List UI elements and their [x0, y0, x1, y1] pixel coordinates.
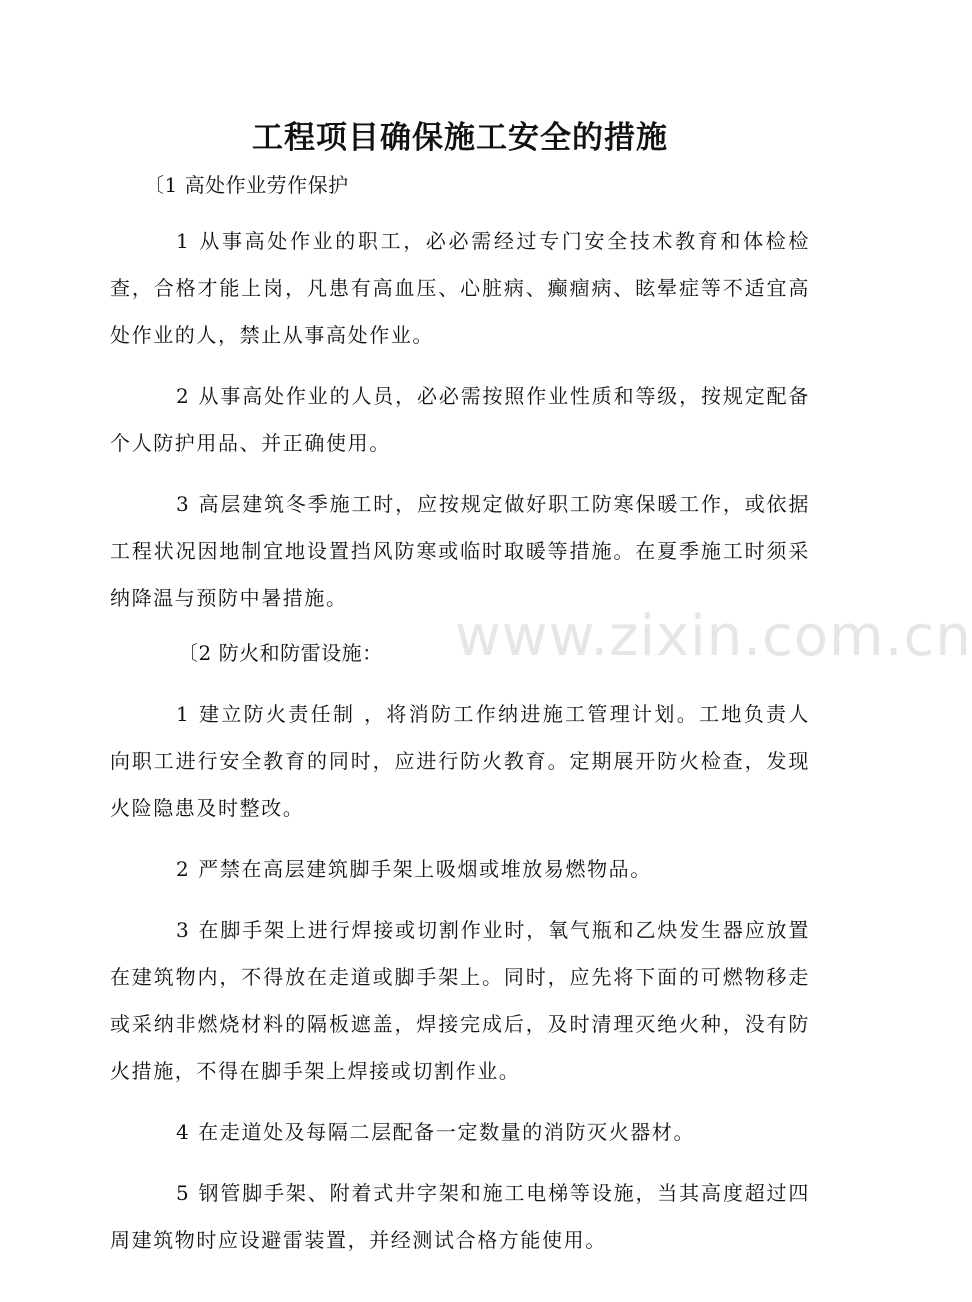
document-title: 工程项目确保施工安全的措施 — [252, 120, 668, 156]
section-2-item-4: 4 在走道处及每隔二层配备一定数量的消防灭火器材。 — [176, 1120, 696, 1144]
section-1-heading: 〔1 高处作业劳作保护 — [144, 173, 349, 197]
watermark-text: www.zixin.com.cn — [455, 604, 972, 669]
section-2-item-1: 1 建立防火责任制 ，将消防工作纳进施工管理计划。工地负责人向职工进行安全教育的同时，应进行防火教育。定期展开防火检查，发现火险隐患及时整改。 — [110, 702, 810, 820]
section-1-item-3: 3 高层建筑冬季施工时，应按规定做好职工防寒保暖工作，或依据工程状况因地制宜地设置挡风防寒或临时取暖等措施。在夏季施工时须采纳降温与预防中暑措施。 — [110, 492, 810, 610]
section-1-item-1: 1 从事高处作业的职工，必必需经过专门安全技术教育和体检检查，合格才能上岗，凡患有高血压、心脏病、癫痼病、眩晕症等不适宜高处作业的人，禁止从事高处作业。 — [110, 229, 810, 347]
section-2-item-5: 5 钢管脚手架、附着式井字架和施工电梯等设施，当其高度超过四周建筑物时应设避雷装置，并经测试合格方能使用。 — [110, 1181, 810, 1252]
section-2-item-2: 2 严禁在高层建筑脚手架上吸烟或堆放易燃物品。 — [176, 857, 652, 881]
section-2-item-3: 3 在脚手架上进行焊接或切割作业时，氧气瓶和乙炔发生器应放置在建筑物内，不得放在走道或脚手架上。同时，应先将下面的可燃物移走或采纳非燃烧材料的隔板遮盖，焊接完成后，及时清理灭绝火种，没有防火措施，不得在脚手架上焊接或切割作业。 — [110, 918, 810, 1083]
section-1-item-2: 2 从事高处作业的人员，必必需按照作业性质和等级，按规定配备个人防护用品、并正确使用。 — [110, 384, 810, 455]
section-2-heading: 〔2 防火和防雷设施： — [178, 641, 383, 665]
